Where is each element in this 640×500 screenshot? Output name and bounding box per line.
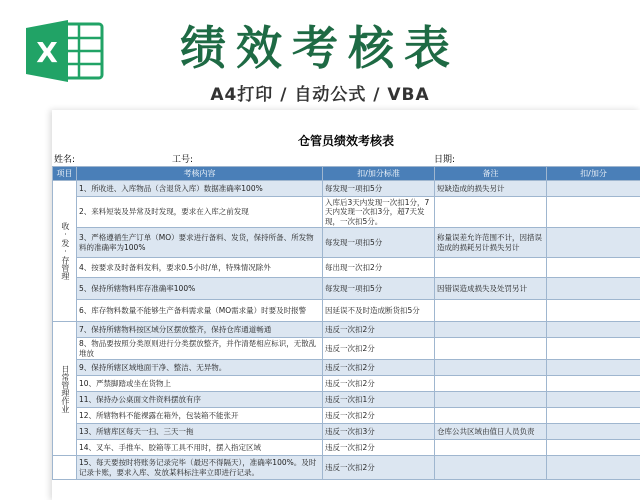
standard-cell[interactable]: 违反一次扣2分 — [323, 408, 435, 424]
table-row — [53, 424, 640, 440]
standard-cell[interactable]: 违反一次扣1分 — [323, 392, 435, 408]
category-cell: 收·发·存管理 — [53, 181, 77, 322]
table-row — [53, 181, 640, 197]
category-cell: 日常管理作业 — [53, 322, 77, 456]
standard-cell[interactable]: 违反一次扣2分 — [323, 376, 435, 392]
score-input-cell[interactable] — [547, 456, 640, 480]
score-input-cell[interactable] — [547, 440, 640, 456]
info-row — [52, 150, 640, 164]
content-cell[interactable]: 11、保持办公桌面文件资料摆放有序 — [77, 392, 323, 408]
standard-cell[interactable]: 违反一次扣2分 — [323, 440, 435, 456]
note-cell[interactable]: 因错误造成损失及处罚另计 — [435, 278, 547, 300]
score-input-cell[interactable] — [547, 392, 640, 408]
table-body — [53, 181, 640, 480]
table-row — [53, 322, 640, 338]
score-input-cell[interactable] — [547, 360, 640, 376]
note-cell[interactable] — [435, 392, 547, 408]
standard-cell[interactable]: 每发现一项扣5分 — [323, 181, 435, 197]
id-label: 工号: — [172, 155, 194, 165]
standard-cell[interactable]: 因延误不及时造成断货扣5分 — [323, 300, 435, 322]
standard-cell[interactable]: 入库后3天内发现一次扣1分，7天内发现一次扣3分，超7天发现，一次扣5分。 — [323, 197, 435, 228]
content-cell[interactable]: 3、严格遵循生产订单（MO）要求进行备料、发货，保持所备、所发物料的准确率为100% — [77, 228, 323, 258]
category-cell — [53, 456, 77, 480]
score-input-cell[interactable] — [547, 322, 640, 338]
table-row — [53, 456, 640, 480]
score-input-cell[interactable] — [547, 408, 640, 424]
score-input-cell[interactable] — [547, 278, 640, 300]
note-cell[interactable] — [435, 197, 547, 228]
content-cell[interactable]: 5、保持所辖物料库存准确率100% — [77, 278, 323, 300]
table-row — [53, 440, 640, 456]
spreadsheet-sheet — [52, 110, 640, 500]
note-cell[interactable] — [435, 360, 547, 376]
content-cell[interactable]: 4、按要求及时备料发料，要求0.5小时/单，特殊情况除外 — [77, 258, 323, 278]
sheet-title: 仓管员绩效考核表 — [297, 134, 394, 148]
content-cell[interactable]: 7、保持所辖物料按区域分区摆放整齐，保持仓库通道畅通 — [77, 322, 323, 338]
note-cell[interactable] — [435, 338, 547, 360]
table-row — [53, 197, 640, 228]
content-cell[interactable]: 1、所收进、入库物品（含退货入库）数据准确率100% — [77, 181, 323, 197]
table-row — [53, 376, 640, 392]
content-cell[interactable]: 15、每天要按时将账务记录完毕（最迟不得隔天），准确率100%。及时记录卡账，要求入库、发放某料标注率立即进行记录。 — [77, 456, 323, 480]
table-row — [53, 228, 640, 258]
header-item: 项目 — [53, 167, 77, 181]
note-cell[interactable]: 短缺造成的损失另计 — [435, 181, 547, 197]
content-cell[interactable]: 10、严禁脚踏或坐在货物上 — [77, 376, 323, 392]
content-cell[interactable]: 8、物品要按照分类原则进行分类摆放整齐，并作清楚相应标识，无散乱堆放 — [77, 338, 323, 360]
content-cell[interactable]: 14、叉车、手推车、胶箱等工具不用时，摆入指定区域 — [77, 440, 323, 456]
header-content: 考核内容 — [77, 167, 323, 181]
name-label: 姓名: — [54, 155, 76, 165]
banner — [0, 0, 640, 110]
header-score: 扣/加分 — [547, 167, 640, 181]
table-row — [53, 392, 640, 408]
score-input-cell[interactable] — [547, 300, 640, 322]
kpi-table — [52, 166, 640, 480]
standard-cell[interactable]: 违反一次扣3分 — [323, 424, 435, 440]
score-input-cell[interactable] — [547, 338, 640, 360]
note-cell[interactable] — [435, 440, 547, 456]
table-row — [53, 360, 640, 376]
table-row — [53, 300, 640, 322]
note-cell[interactable] — [435, 456, 547, 480]
score-input-cell[interactable] — [547, 181, 640, 197]
note-cell[interactable] — [435, 322, 547, 338]
standard-cell[interactable]: 违反一次扣2分 — [323, 360, 435, 376]
page-subtitle: A4打印 / 自动公式 / VBA — [210, 85, 430, 105]
table-header-row — [53, 167, 640, 181]
standard-cell[interactable]: 违反一次扣2分 — [323, 338, 435, 360]
standard-cell[interactable]: 每出现一次扣2分 — [323, 258, 435, 278]
note-cell[interactable] — [435, 376, 547, 392]
standard-cell[interactable]: 违反一次扣2分 — [323, 456, 435, 480]
content-cell[interactable]: 13、所辖库区每天一扫、三天一拖 — [77, 424, 323, 440]
note-cell[interactable] — [435, 408, 547, 424]
table-row — [53, 338, 640, 360]
table-row — [53, 408, 640, 424]
score-input-cell[interactable] — [547, 258, 640, 278]
date-label: 日期: — [434, 155, 456, 165]
standard-cell[interactable]: 每发现一项扣5分 — [323, 228, 435, 258]
score-input-cell[interactable] — [547, 197, 640, 228]
note-cell[interactable] — [435, 258, 547, 278]
note-cell[interactable]: 仓库公共区域由值日人员负责 — [435, 424, 547, 440]
table-row — [53, 278, 640, 300]
header-note: 备注 — [435, 167, 547, 181]
header-standard: 扣/加分标准 — [323, 167, 435, 181]
content-cell[interactable]: 2、来料短装及异常及时发现，要求在入库之前发现 — [77, 197, 323, 228]
content-cell[interactable]: 12、所辖物料不能裸露在箱外，包装箱不能张开 — [77, 408, 323, 424]
content-cell[interactable]: 6、库存物料数量不能够生产备料需求量（MO需求量）时要及时报警 — [77, 300, 323, 322]
standard-cell[interactable]: 违反一次扣2分 — [323, 322, 435, 338]
standard-cell[interactable]: 每发现一项扣5分 — [323, 278, 435, 300]
score-input-cell[interactable] — [547, 228, 640, 258]
score-input-cell[interactable] — [547, 376, 640, 392]
svg-text:X: X — [36, 36, 58, 69]
content-cell[interactable]: 9、保持所辖区域地面干净、整洁、无异物。 — [77, 360, 323, 376]
note-cell[interactable]: 称量误差允许范围不计，因措误造成的损耗另计损失另计 — [435, 228, 547, 258]
score-input-cell[interactable] — [547, 424, 640, 440]
page-title: 绩效考核表 — [180, 21, 460, 75]
table-row — [53, 258, 640, 278]
note-cell[interactable] — [435, 300, 547, 322]
